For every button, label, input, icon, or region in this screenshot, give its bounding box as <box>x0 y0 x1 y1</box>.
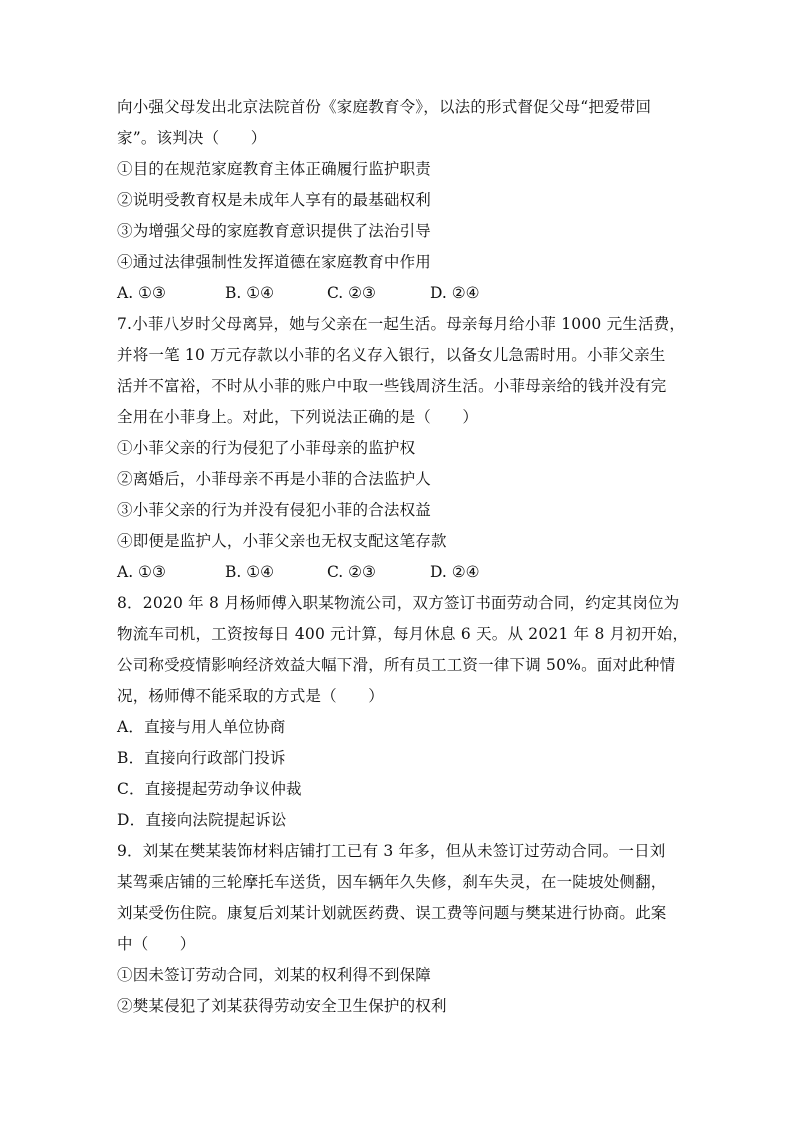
q9-item-1: ①因未签订劳动合同，刘某的权利得不到保障 <box>117 966 432 984</box>
q6-item-4: ④通过法律强制性发挥道德在家庭教育中作用 <box>117 253 432 271</box>
q7-stem-line-2: 并将一笔 10 万元存款以小菲的名义存入银行，以备女儿急需时用。小菲父亲生 <box>117 346 666 364</box>
q8-option-a: A．直接与用人单位协商 <box>117 718 286 736</box>
q8-option-c: C．直接提起劳动争议仲裁 <box>117 780 302 798</box>
q8-stem-line-2: 物流车司机，工资按每日 400 元计算，每月休息 6 天。从 2021 年 8 月初开始， <box>117 625 689 643</box>
q7-options <box>117 561 697 583</box>
q9-stem-line-3: 刘某受伤住院。康复后刘某计划就医药费、误工费等问题与樊某进行协商。此案 <box>117 904 667 922</box>
q6-item-1: ①目的在规范家庭教育主体正确履行监护职责 <box>117 160 432 178</box>
q7-option-b: B. ①④ <box>225 563 275 581</box>
q6-item-2: ②说明受教育权是未成年人享有的最基础权利 <box>117 191 432 209</box>
q7-stem-line-4: 全用在小菲身上。对此，下列说法正确的是（ ） <box>117 408 479 426</box>
q6-option-c: C. ②③ <box>327 284 376 302</box>
q9-stem-line-2: 某驾乘店铺的三轮摩托车送货，因车辆年久失修，刹车失灵，在一陡坡处侧翻， <box>117 873 667 891</box>
q9-item-2: ②樊某侵犯了刘某获得劳动安全卫生保护的权利 <box>117 997 447 1015</box>
q6-stem-line-2: 家”。该判决（ ） <box>117 129 267 147</box>
q7-item-3: ③小菲父亲的行为并没有侵犯小菲的合法权益 <box>117 501 432 519</box>
q7-option-c: C. ②③ <box>327 563 376 581</box>
q6-option-a: A. ①③ <box>117 284 166 302</box>
q6-option-d: D. ②④ <box>430 284 480 302</box>
q9-stem-line-1: 9．刘某在樊某装饰材料店铺打工已有 3 年多，但从未签订过劳动合同。一日刘 <box>117 842 666 860</box>
q7-option-d: D. ②④ <box>430 563 480 581</box>
q6-option-b: B. ①④ <box>225 284 275 302</box>
q6-options <box>117 282 697 304</box>
q8-stem-line-3: 公司称受疫情影响经济效益大幅下滑，所有员工工资一律下调 50%。面对此种情 <box>117 656 676 674</box>
q7-stem-line-1: 7.小菲八岁时父母离异，她与父亲在一起生活。母亲每月给小菲 1000 元生活费， <box>117 315 686 333</box>
q7-stem-line-3: 活并不富裕，不时从小菲的账户中取一些钱周济生活。小菲母亲给的钱并没有完 <box>117 377 667 395</box>
q9-stem-line-4: 中（ ） <box>117 935 196 953</box>
q7-item-4: ④即便是监护人，小菲父亲也无权支配这笔存款 <box>117 532 447 550</box>
q7-option-a: A. ①③ <box>117 563 166 581</box>
q8-option-b: B．直接向行政部门投诉 <box>117 749 286 767</box>
q7-item-1: ①小菲父亲的行为侵犯了小菲母亲的监护权 <box>117 439 416 457</box>
q7-item-2: ②离婚后，小菲母亲不再是小菲的合法监护人 <box>117 470 432 488</box>
q6-stem-line-1: 向小强父母发出北京法院首份《家庭教育令》，以法的形式督促父母“把爱带回 <box>117 98 652 116</box>
q8-stem-line-4: 况，杨师傅不能采取的方式是（ ） <box>117 687 384 705</box>
q8-stem-line-1: 8．2020 年 8 月杨师傅入职某物流公司，双方签订书面劳动合同，约定其岗位为 <box>117 594 680 612</box>
q6-item-3: ③为增强父母的家庭教育意识提供了法治引导 <box>117 222 432 240</box>
q8-option-d: D．直接向法院提起诉讼 <box>117 811 287 829</box>
